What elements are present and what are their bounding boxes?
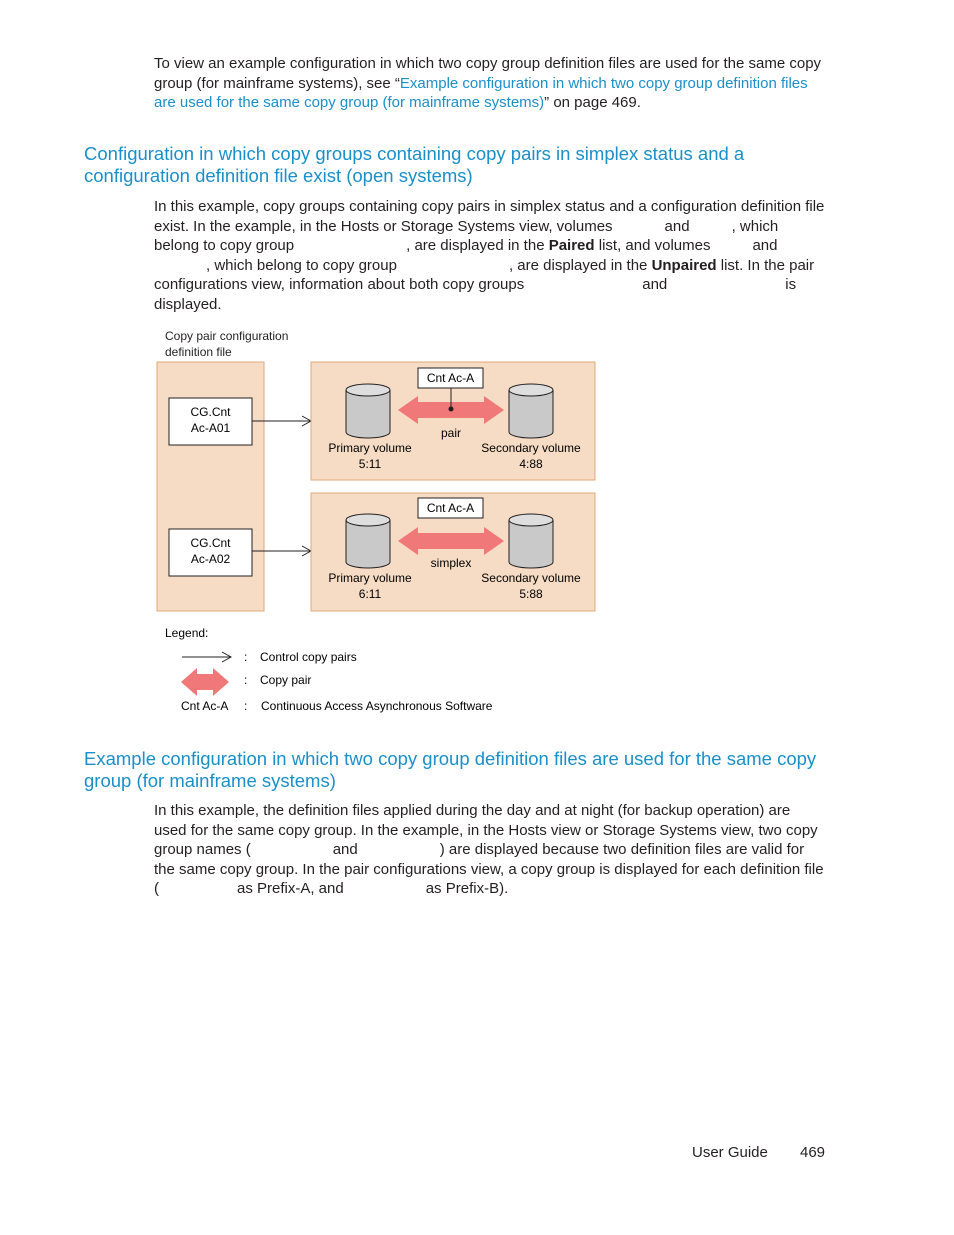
group2-label: Cnt Ac-A	[426, 501, 475, 515]
legend-copy-pair: Copy pair	[260, 673, 312, 687]
text-run: as Prefix-A, and	[237, 880, 344, 897]
file-title-line2: definition file	[165, 345, 232, 359]
group1-connector-dot	[449, 407, 454, 412]
legend-sep-3: :	[244, 699, 248, 713]
page-number: 469	[800, 1144, 826, 1161]
text-run: ) are displayed because two definition files are valid for the same copy group. In the pair configurations view, a copy group is displayed for each definition file (	[154, 841, 824, 897]
file2-line2: Ac-A02	[190, 552, 231, 566]
group1-secondary-id: 4:88	[519, 457, 543, 471]
cross-reference-link[interactable]: Example configuration in which two copy group definition files are used for the same copy group (for mainframe systems)	[154, 74, 808, 111]
group1-secondary-label: Secondary volume	[481, 441, 581, 455]
legend-control: Control copy pairs	[260, 650, 357, 664]
text-run: and	[664, 217, 690, 235]
group1-primary-id: 5:11	[358, 457, 382, 471]
file2-line1: CG.Cnt	[190, 536, 231, 550]
secondary-volume-1-icon	[509, 384, 553, 438]
group2-primary-label: Primary volume	[328, 571, 412, 585]
primary-volume-1-icon	[346, 384, 390, 438]
text-run: list, and volumes	[598, 237, 711, 254]
intro-page-ref: ” on page 469.	[544, 94, 641, 111]
paired-term: Paired	[548, 237, 595, 254]
legend-title: Legend:	[165, 626, 209, 640]
text-run: list. In the pair configurations view, information about both copy groups	[154, 256, 815, 293]
text-run: In this example, the definition files applied during the day and at night (for backup operation) are used for the same copy group. In the example, in the Hosts view or Storage Systems view, two copy group names (	[154, 802, 818, 858]
file1-line2: Ac-A01	[190, 421, 231, 435]
text-run: , which belong to copy group	[206, 256, 397, 274]
unpaired-term: Unpaired	[651, 256, 717, 274]
text-run: , are displayed in the	[406, 237, 545, 254]
text-run: and	[332, 841, 358, 858]
legend-abbr: Cnt Ac-A	[181, 699, 229, 713]
secondary-volume-2-icon	[509, 514, 553, 568]
section-heading-open-systems: Configuration in which copy groups containing copy pairs in simplex status and a configuration definition file exist (open systems)	[84, 143, 745, 186]
group1-label: Cnt Ac-A	[426, 371, 475, 385]
text-run: is displayed.	[154, 276, 797, 313]
legend-control-arrow-icon	[182, 652, 231, 662]
group1-status: pair	[440, 426, 462, 440]
text-run: , are displayed in the	[508, 256, 648, 274]
text-run: In this example, copy groups containing copy pairs in simplex status and a configuration definition file exist. In the example, in the Hosts or Storage Systems view, volumes	[154, 198, 825, 235]
text-run: , which belong to copy group	[154, 217, 779, 254]
group2-secondary-id: 5:88	[519, 587, 543, 601]
file1-line1: CG.Cnt	[190, 405, 231, 419]
text-run: as Prefix-B).	[425, 880, 509, 897]
text-run: and	[752, 237, 778, 254]
footer-title: User Guide	[692, 1144, 768, 1161]
group1-primary-label: Primary volume	[328, 441, 412, 455]
primary-volume-2-icon	[346, 514, 390, 568]
file-title-line1: Copy pair configuration	[165, 329, 289, 343]
text-run: and	[642, 276, 668, 293]
section-heading-mainframe: Example configuration in which two copy group definition files are used for the same copy group (for mainframe systems)	[84, 748, 817, 791]
legend-sep-2: :	[244, 673, 248, 687]
legend-sep-1: :	[244, 650, 248, 664]
section2-paragraph	[154, 801, 826, 899]
legend-abbr-desc: Continuous Access Asynchronous Software	[261, 699, 493, 713]
legend-copy-pair-arrow-icon	[181, 668, 229, 696]
intro-text: To view an example configuration in which two copy group definition files are used for the same copy group (for mainframe systems), see “	[154, 55, 822, 92]
group2-primary-id: 6:11	[358, 587, 382, 601]
group2-status: simplex	[430, 556, 472, 570]
group2-secondary-label: Secondary volume	[481, 571, 581, 585]
